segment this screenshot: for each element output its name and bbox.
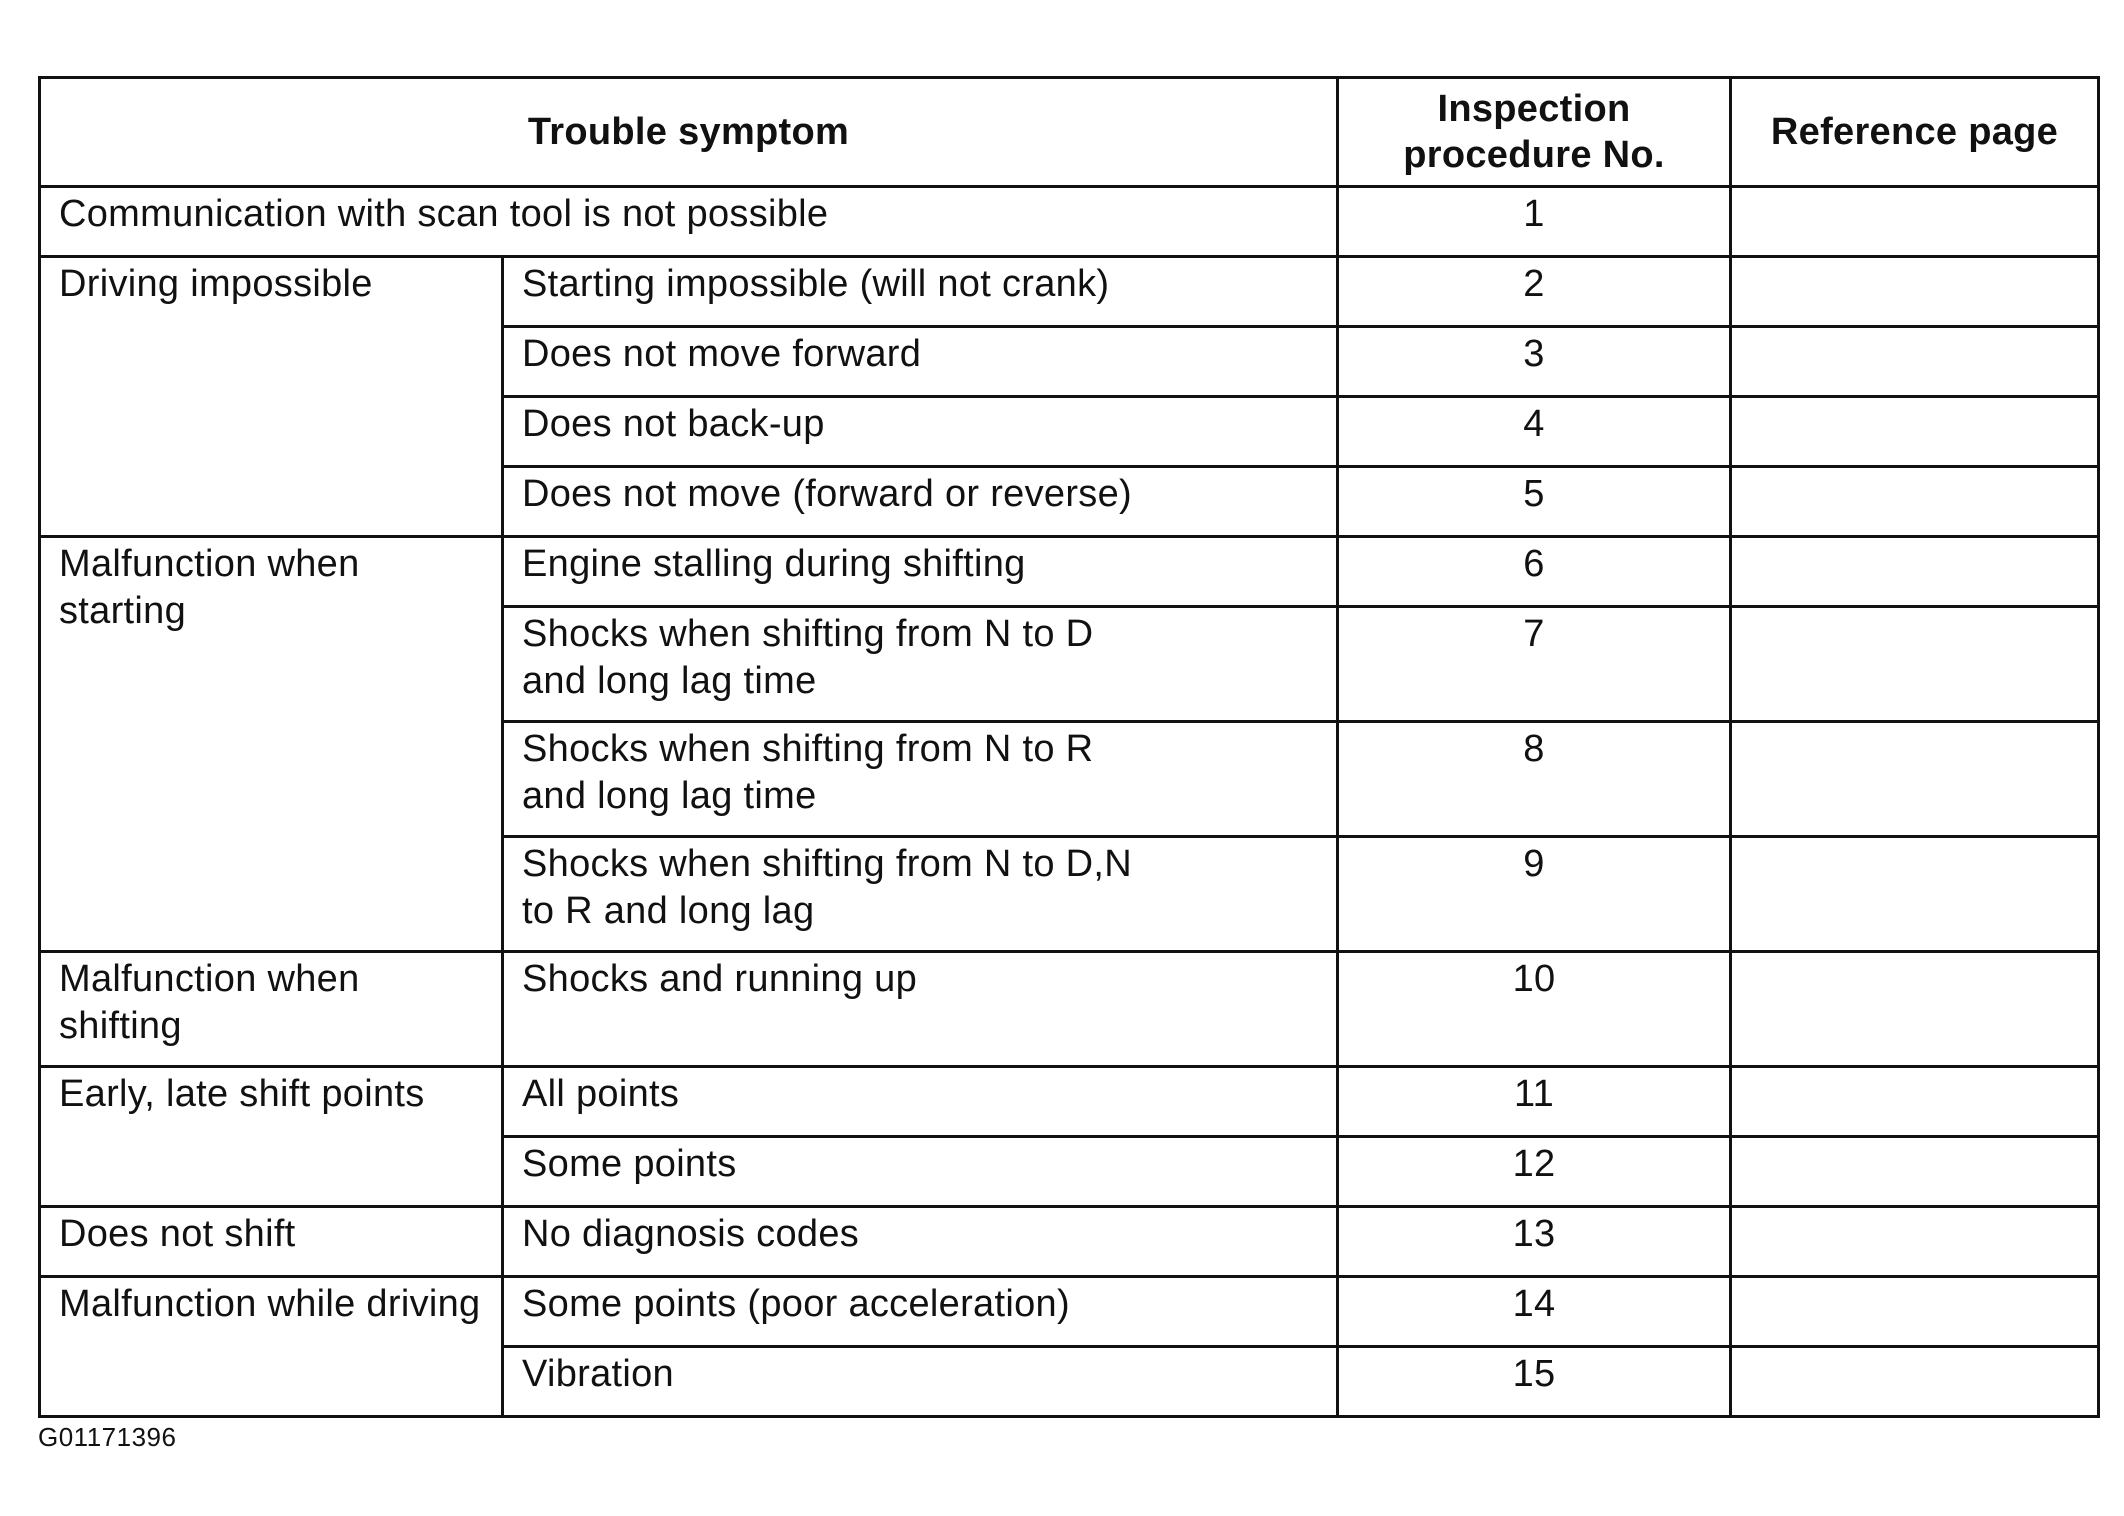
symptom-detail-cell: Starting impossible (will not crank) bbox=[503, 257, 1338, 327]
reference-page-cell bbox=[1731, 722, 2099, 837]
reference-page-cell bbox=[1731, 1137, 2099, 1207]
reference-page-cell bbox=[1731, 1207, 2099, 1277]
procedure-number-cell: 13 bbox=[1338, 1207, 1731, 1277]
symptom-detail-cell: No diagnosis codes bbox=[503, 1207, 1338, 1277]
figure-id-caption: G01171396 bbox=[38, 1422, 177, 1452]
symptom-detail-cell: Shocks when shifting from N to D,N to R and long lag bbox=[503, 837, 1338, 952]
symptom-detail-cell: Shocks when shifting from N to R and long lag time bbox=[503, 722, 1338, 837]
table-row bbox=[40, 1277, 2099, 1347]
symptom-group-cell: Malfunction when starting bbox=[40, 537, 503, 952]
symptom-detail-cell: Does not move (forward or reverse) bbox=[503, 467, 1338, 537]
procedure-number-cell: 14 bbox=[1338, 1277, 1731, 1347]
procedure-number-cell: 12 bbox=[1338, 1137, 1731, 1207]
symptom-group-cell: Does not shift bbox=[40, 1207, 503, 1277]
procedure-number-cell: 2 bbox=[1338, 257, 1731, 327]
reference-page-cell bbox=[1731, 952, 2099, 1067]
reference-page-cell bbox=[1731, 537, 2099, 607]
procedure-number-cell: 8 bbox=[1338, 722, 1731, 837]
symptom-detail-cell: Does not move forward bbox=[503, 327, 1338, 397]
procedure-number-cell: 6 bbox=[1338, 537, 1731, 607]
procedure-number-cell: 1 bbox=[1338, 187, 1731, 257]
table-row bbox=[40, 1067, 2099, 1137]
trouble-symptom-table bbox=[38, 76, 2100, 1418]
symptom-detail-cell: All points bbox=[503, 1067, 1338, 1137]
procedure-number-cell: 10 bbox=[1338, 952, 1731, 1067]
symptom-detail-cell: Shocks when shifting from N to D and long lag time bbox=[503, 607, 1338, 722]
symptom-group-cell: Early, late shift points bbox=[40, 1067, 503, 1207]
reference-page-cell bbox=[1731, 837, 2099, 952]
symptom-detail-cell: Does not back-up bbox=[503, 397, 1338, 467]
reference-page-cell bbox=[1731, 607, 2099, 722]
reference-page-cell bbox=[1731, 327, 2099, 397]
table-row bbox=[40, 1207, 2099, 1277]
symptom-group-cell: Malfunction while driving bbox=[40, 1277, 503, 1417]
symptom-detail-cell: Vibration bbox=[503, 1347, 1338, 1417]
symptom-detail-cell: Engine stalling during shifting bbox=[503, 537, 1338, 607]
header-inspection-procedure: Inspection procedure No. bbox=[1338, 78, 1731, 187]
reference-page-cell bbox=[1731, 467, 2099, 537]
symptom-detail-cell: Shocks and running up bbox=[503, 952, 1338, 1067]
reference-page-cell bbox=[1731, 187, 2099, 257]
header-row bbox=[40, 78, 2099, 187]
reference-page-cell bbox=[1731, 397, 2099, 467]
symptom-group-cell: Malfunction when shifting bbox=[40, 952, 503, 1067]
symptom-detail-cell: Some points (poor acceleration) bbox=[503, 1277, 1338, 1347]
reference-page-cell bbox=[1731, 1067, 2099, 1137]
symptom-detail-cell: Some points bbox=[503, 1137, 1338, 1207]
table-row bbox=[40, 537, 2099, 607]
symptom-group-cell: Communication with scan tool is not possible bbox=[40, 187, 1338, 257]
reference-page-cell bbox=[1731, 1277, 2099, 1347]
table-row bbox=[40, 952, 2099, 1067]
reference-page-cell bbox=[1731, 257, 2099, 327]
table-row bbox=[40, 187, 2099, 257]
procedure-number-cell: 15 bbox=[1338, 1347, 1731, 1417]
procedure-number-cell: 5 bbox=[1338, 467, 1731, 537]
header-trouble-symptom: Trouble symptom bbox=[40, 78, 1338, 187]
table-row bbox=[40, 257, 2099, 327]
symptom-group-cell: Driving impossible bbox=[40, 257, 503, 537]
header-reference-page: Reference page bbox=[1731, 78, 2099, 187]
reference-page-cell bbox=[1731, 1347, 2099, 1417]
procedure-number-cell: 3 bbox=[1338, 327, 1731, 397]
procedure-number-cell: 11 bbox=[1338, 1067, 1731, 1137]
procedure-number-cell: 9 bbox=[1338, 837, 1731, 952]
procedure-number-cell: 4 bbox=[1338, 397, 1731, 467]
procedure-number-cell: 7 bbox=[1338, 607, 1731, 722]
